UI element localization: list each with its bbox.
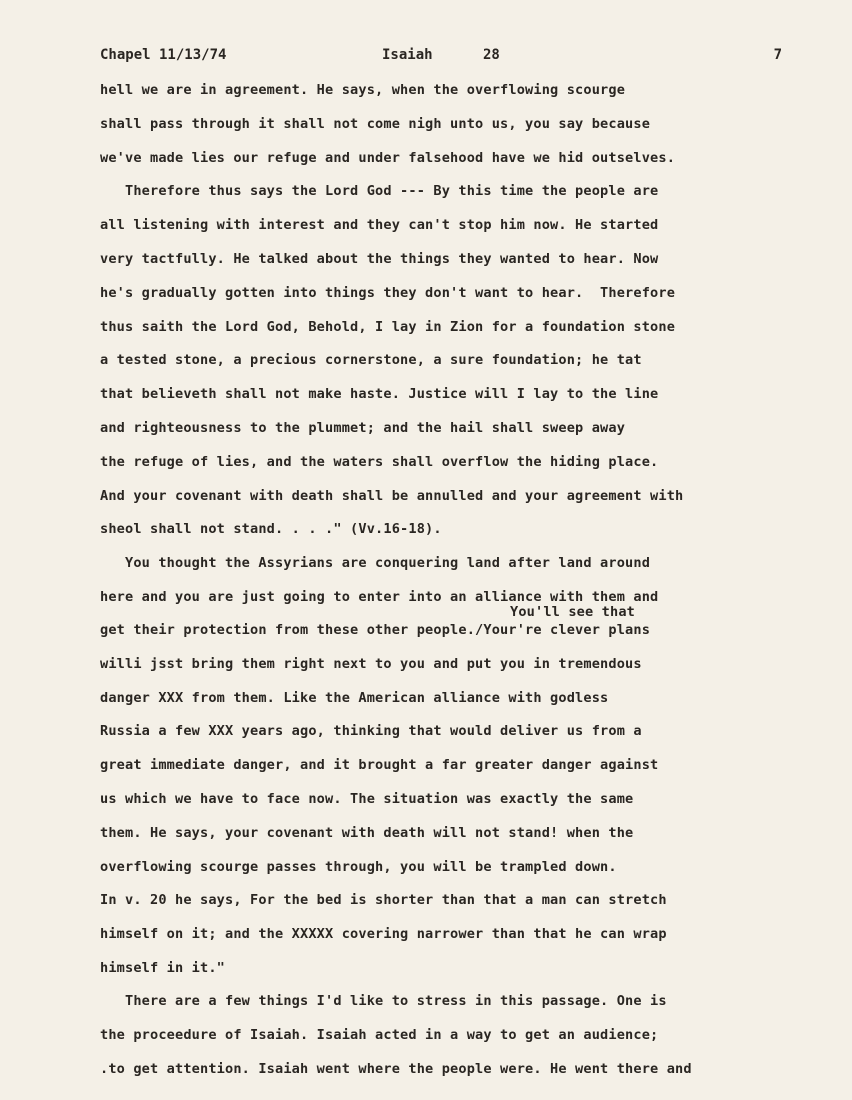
text-line: In v. 20 he says, For the bed is shorter than that a man can stretch [100, 892, 667, 909]
interlinear-insert: You'll see that [510, 603, 636, 620]
text-line: the refuge of lies, and the waters shall overflow the hiding place. [100, 453, 659, 470]
text-line: There are a few things I'd like to stress in this passage. One is [100, 992, 667, 1009]
text-line: thus saith the Lord God, Behold, I lay in Zion for a foundation stone [100, 318, 676, 335]
text-line: sheol shall not stand. . . ." (Vv.16-18). [100, 521, 442, 538]
text-line: And your covenant with death shall be annulled and your agreement with [100, 487, 684, 504]
text-line: hell we are in agreement. He says, when the overflowing scourge [100, 82, 626, 98]
text-line: overflowing scourge passes through, you will be trampled down. [100, 858, 617, 875]
text-line: .to get attention. Isaiah went where the people were. He went there and [100, 1060, 692, 1077]
typed-body [100, 80, 815, 1092]
text-line: and righteousness to the plummet; and the hail shall sweep away [100, 419, 626, 436]
text-line: that believeth shall not make haste. Justice will I lay to the line [100, 386, 659, 403]
text-line: he's gradually gotten into things they don't want to hear. Therefore [100, 284, 676, 301]
page-number: 7 [773, 47, 782, 63]
text-line: get their protection from these other people./Your're clever plans [100, 621, 651, 638]
text-line: the proceedure of Isaiah. Isaiah acted in a way to get an audience; [100, 1026, 659, 1043]
header-chapter: 28 [483, 47, 500, 63]
text-line: a tested stone, a precious cornerstone, a sure foundation; he tat [100, 352, 642, 369]
text-line: shall pass through it shall not come nigh unto us, you say because [100, 115, 651, 132]
text-line: here and you are just going to enter into an alliance with them and [100, 588, 659, 605]
header-book: Isaiah [382, 47, 433, 63]
header-date: Chapel 11/13/74 [100, 47, 227, 63]
text-line: Therefore thus says the Lord God --- By this time the people are [100, 183, 659, 200]
text-line: danger XXX from them. Like the American alliance with godless [100, 689, 609, 706]
page-header [100, 47, 782, 69]
text-line: willi jsst bring them right next to you and put you in tremendous [100, 655, 642, 672]
text-line: very tactfully. He talked about the things they wanted to hear. Now [100, 250, 659, 267]
text-line: himself in it." [100, 959, 226, 976]
text-line: us which we have to face now. The situation was exactly the same [100, 790, 634, 807]
text-line: himself on it; and the XXXXX covering narrower than that he can wrap [100, 926, 667, 943]
text-line: You thought the Assyrians are conquering land after land around [100, 555, 651, 572]
text-line: great immediate danger, and it brought a far greater danger against [100, 757, 659, 774]
text-line: Russia a few XXX years ago, thinking that would deliver us from a [100, 723, 642, 740]
text-line: all listening with interest and they can't stop him now. He started [100, 217, 659, 234]
text-line: them. He says, your covenant with death will not stand! when the [100, 824, 634, 841]
text-line: we've made lies our refuge and under falsehood have we hid outselves. [100, 149, 676, 166]
